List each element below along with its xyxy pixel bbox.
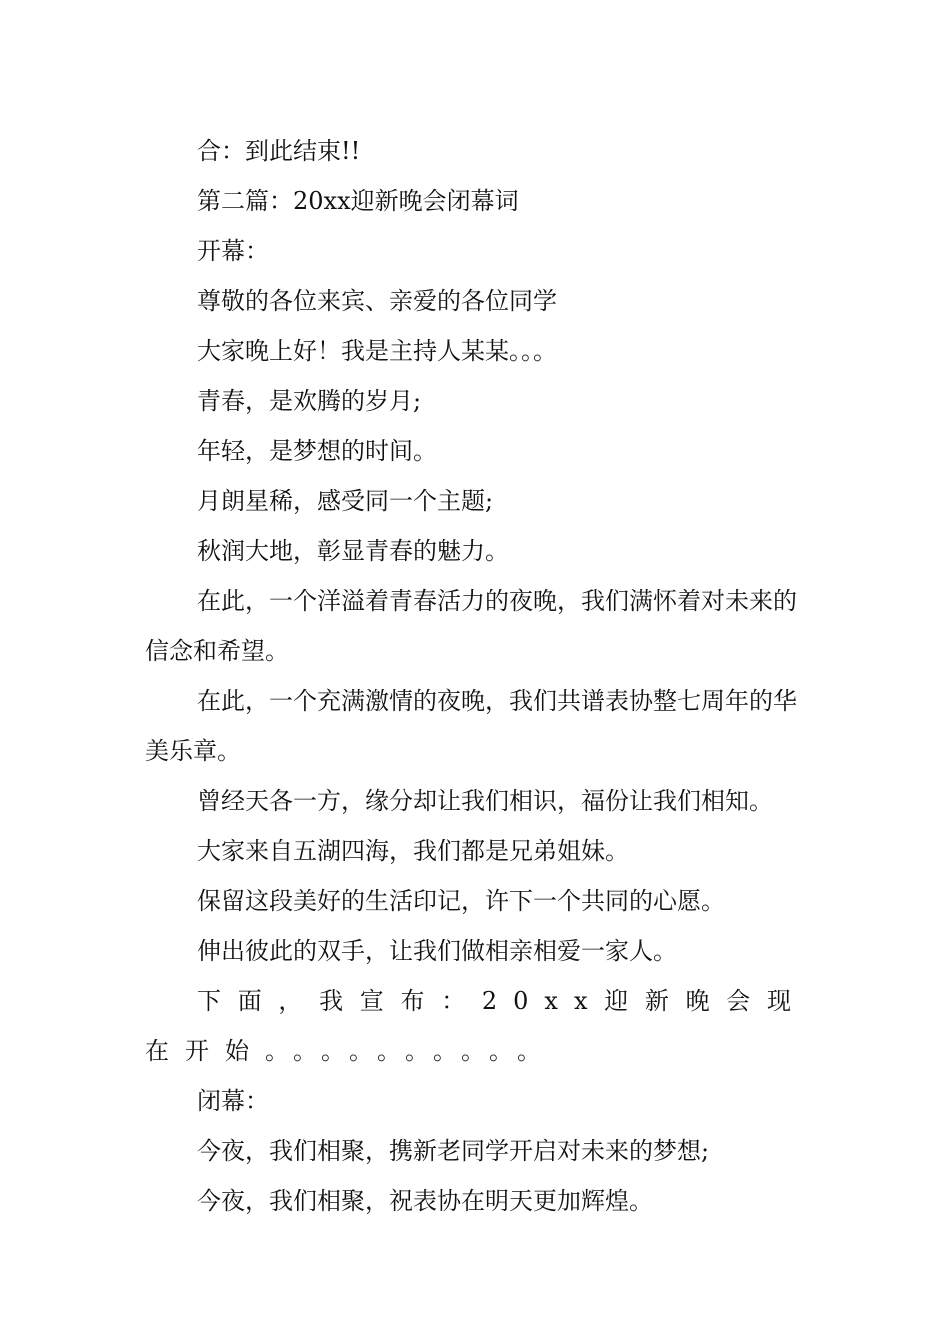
wish-line: 保留这段美好的生活印记，许下一个共同的心愿。 <box>197 887 725 915</box>
moon-line: 月朗星稀，感受同一个主题; <box>197 487 494 515</box>
tonight-bright-line: 今夜，我们相聚，祝表协在明天更加辉煌。 <box>197 1187 653 1215</box>
young-line: 年轻，是梦想的时间。 <box>197 437 437 465</box>
passion-paragraph: 在此，一个充满激情的夜晚，我们共谱表协整七周年的华美乐章。 <box>145 687 797 765</box>
youth-line: 青春，是欢腾的岁月; <box>197 387 422 415</box>
document-body <box>145 126 807 1226</box>
fate-line: 曾经天各一方，缘分却让我们相识，福份让我们相知。 <box>197 787 773 815</box>
closing-line: 合：到此结束!! <box>197 137 361 165</box>
tonight-dream-line: 今夜，我们相聚，携新老同学开启对未来的梦想; <box>197 1137 710 1165</box>
vitality-paragraph: 在此，一个洋溢着青春活力的夜晚，我们满怀着对未来的信念和希望。 <box>145 587 797 665</box>
section-title: 第二篇：20xx迎新晚会闭幕词 <box>197 187 519 215</box>
autumn-line: 秋润大地，彰显青春的魅力。 <box>197 537 509 565</box>
siblings-line: 大家来自五湖四海，我们都是兄弟姐妹。 <box>197 837 629 865</box>
closing-label: 闭幕： <box>197 1087 269 1115</box>
opening-label: 开幕： <box>197 237 269 265</box>
greeting-guests: 尊敬的各位来宾、亲爱的各位同学 <box>197 287 557 315</box>
announcement-paragraph: 下面，我宣布：20xx迎新晚会现在开始。。。。。。。。。。 <box>145 987 807 1065</box>
greeting-evening: 大家晚上好！我是主持人某某。。。 <box>197 337 557 365</box>
hands-line: 伸出彼此的双手，让我们做相亲相爱一家人。 <box>197 937 677 965</box>
